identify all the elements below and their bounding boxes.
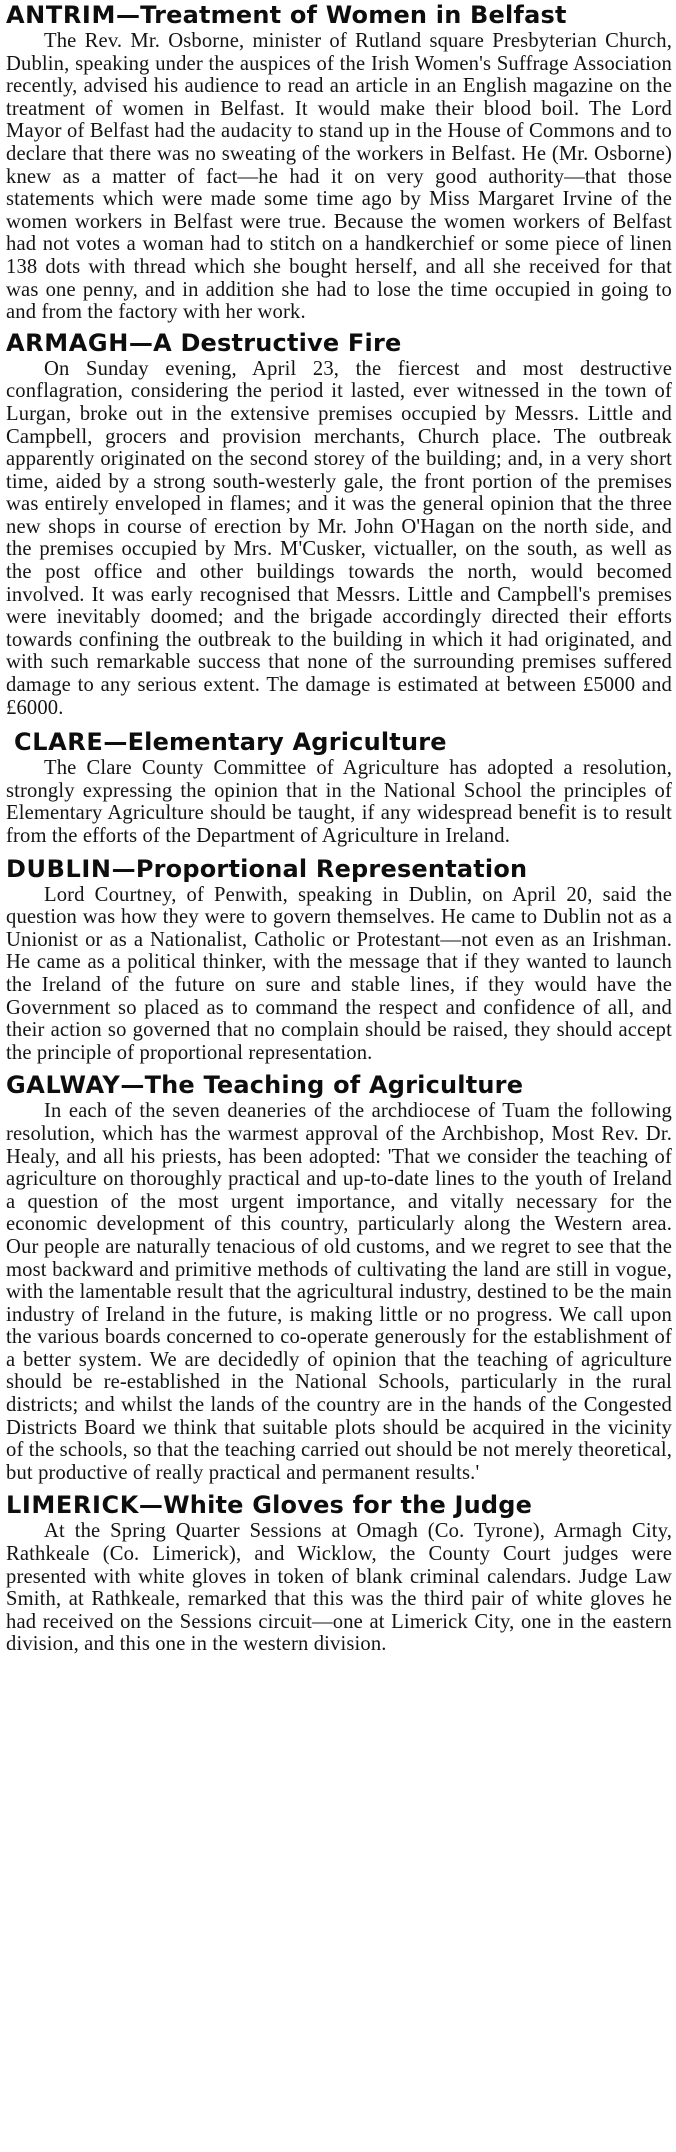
article-title: Treatment of Women in Belfast	[140, 1, 567, 29]
article-body: On Sunday evening, April 23, the fiercest and most destructive conflagration, considering the period it lasted, ever witnessed in the town of Lurgan, broke out in the extensive premises occupied by Messrs. Little and Campbell, grocers and provision merchants, Church place. The outbreak apparently originated on the second storey of the building; and, in a very short time, aided by a strong south-westerly gale, the front portion of the premises was entirely enveloped in flames; and it was the general opinion that the three new shops in course of erection by Mr. John O'Hagan on the north side, and the premises occupied by Mrs. M'Cusker, victualler, on the south, as well as the post office and other buildings towards the north, would becomed involved. It was early recognised that Messrs. Little and Campbell's premises were inevitably doomed; and the brigade accordingly directed their efforts towards confining the outbreak to the building in which it had originated, and with such remarkable success that none of the surrounding premises suffered damage to any serious extent. The damage is estimated at between £5000 and £6000.	[6, 357, 672, 719]
county-name: GALWAY	[6, 1071, 121, 1100]
article-title: White Gloves for the Judge	[163, 1491, 533, 1520]
county-name: ANTRIM	[6, 1, 116, 29]
headline-dash: —	[138, 1491, 164, 1520]
headline-dash: —	[103, 728, 128, 757]
article-headline	[6, 328, 672, 358]
county-name: ARMAGH	[6, 328, 129, 357]
article-body: At the Spring Quarter Sessions at Omagh (Co. Tyrone), Armagh City, Rathkeale (Co. Limerick), and Wicklow, the County Court judges were presented with white gloves in token of blank criminal calendars. Judge Law Smith, at Rathkeale, remarked that this was the third pair of white gloves he had received on the Sessions circuit—one at Limerick City, one in the eastern division, and this one in the western division.	[6, 1520, 672, 1656]
article-headline	[6, 854, 672, 884]
headline-dash: —	[111, 854, 136, 883]
headline-dash: —	[120, 1071, 145, 1100]
article-clare	[6, 727, 672, 847]
article-headline	[6, 0, 672, 30]
county-name: CLARE	[14, 728, 104, 757]
article-armagh	[6, 328, 672, 720]
article-body: The Rev. Mr. Osborne, minister of Rutland square Presbyterian Church, Dublin, speaking under the auspices of the Irish Women's Suffrage Association recently, advised his audience to read an article in an English magazine on the treatment of women in Belfast. It would make their blood boil. The Lord Mayor of Belfast had the audacity to stand up in the House of Commons and to declare that there was no sweating of the workers in Belfast. He (Mr. Osborne) knew as a matter of fact—he had it on very good authority—that those statements which were made some time ago by Miss Margaret Irvine of the women workers in Belfast were true. Because the women workers of Belfast had not votes a woman had to stitch on a handkerchief or some piece of linen 138 dots with thread which she bought herself, and all she received for that was one penny, and in addition she had to lose the time occupied in going to and from the factory with her work.	[6, 30, 672, 324]
headline-dash: —	[115, 1, 141, 29]
article-headline	[6, 1490, 672, 1520]
article-title: A Destructive Fire	[153, 328, 402, 357]
county-name: DUBLIN	[6, 854, 112, 883]
article-title: Proportional Representation	[135, 854, 528, 883]
article-headline	[6, 1070, 672, 1100]
article-antrim	[6, 0, 672, 324]
article-headline	[14, 727, 672, 757]
article-limerick	[6, 1490, 672, 1656]
article-body: Lord Courtney, of Penwith, speaking in Dublin, on April 20, said the question was how they were to govern themselves. He came to Dublin not as a Unionist or as a Nationalist, Catholic or Protestant—not even as an Irishman. He came as a political thinker, with the message that if they wanted to launch the Ireland of the future on sure and stable lines, if they would have the Government so placed as to command the respect and confidence of all, and their action so governed that no complain should be raised, they should accept the principle of proportional representation.	[6, 883, 672, 1064]
article-body: The Clare County Committee of Agriculture has adopted a resolution, strongly expressing the opinion that in the National School the principles of Elementary Agriculture should be taught, if any widespread benefit is to result from the efforts of the Department of Agriculture in Ireland.	[6, 757, 672, 847]
article-galway	[6, 1070, 672, 1484]
headline-dash: —	[128, 328, 154, 357]
article-title: The Teaching of Agriculture	[144, 1071, 524, 1100]
article-dublin	[6, 854, 672, 1065]
article-body: In each of the seven deaneries of the archdiocese of Tuam the following resolution, which has the warmest approval of the Archbishop, Most Rev. Dr. Healy, and all his priests, has been adopted: 'That we consider the teaching of agriculture on thoroughly practical and up-to-date lines to the youth of Ireland a question of the most urgent importance, and vitally necessary for the economic development of this country, particularly along the Western area. Our people are naturally tenacious of old customs, and we regret to see that the most backward and primitive methods of cultivating the land are still in vogue, with the lamentable result that the agricultural industry, destined to be the main industry of Ireland in the future, is making little or no progress. We call upon the various boards concerned to co-operate generously for the establishment of a better system. We are decidedly of opinion that the teaching of agriculture should be re-established in the National Schools, particularly in the rural districts; and whilst the lands of the country are in the hands of the Congested Districts Board we think that suitable plots should be acquired in the vicinity of the schools, so that the teaching carried out should be not merely theoretical, but productive of really practical and permanent results.'	[6, 1100, 672, 1484]
article-title: Elementary Agriculture	[127, 728, 447, 757]
county-name: LIMERICK	[6, 1491, 139, 1520]
